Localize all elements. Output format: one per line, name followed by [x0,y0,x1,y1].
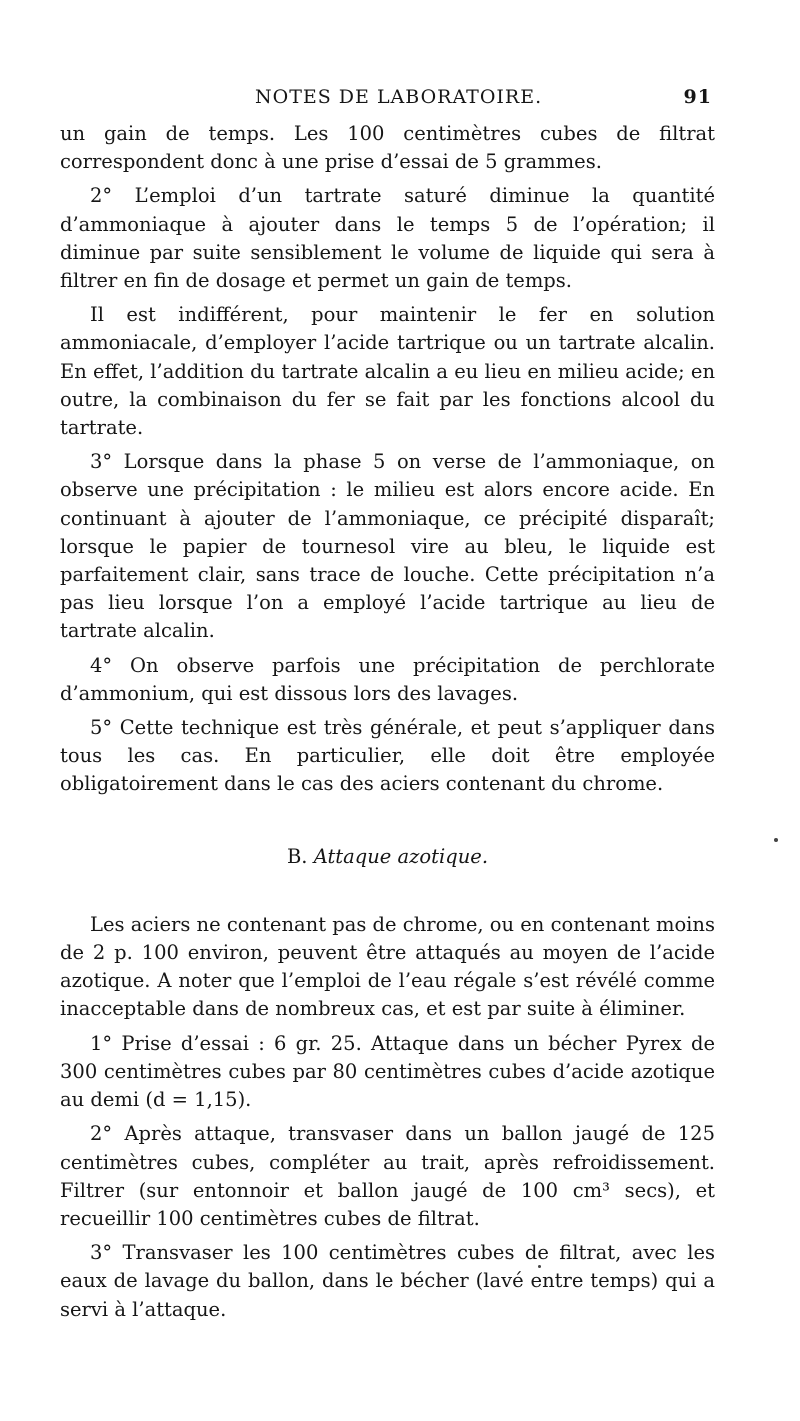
print-speck [774,838,778,842]
section-heading [60,843,715,871]
paragraph: 1° Prise d’essai : 6 gr. 25. Attaque dans un bécher Pyrex de 300 centimètres cubes par 80 centimètres cubes d’acide azotique au demi (d = 1,15). [60,1031,715,1112]
page-number: 91 [683,86,712,108]
paragraph: 2° L’emploi d’un tartrate saturé diminue la quantité d’ammoniaque à ajouter dans le temps 5 de l’opération; il diminue par suite sensiblement le volume de liquide qui sera à filtrer en fin de dosage et permet un gain de temps. [60,184,715,293]
running-title: NOTES DE LABORATOIRE. [255,86,543,108]
paragraph: 3° Lorsque dans la phase 5 on verse de l’ammoniaque, on observe une précipitation : le milieu est alors encore acide. En continuant à ajouter de l’ammoniaque, ce précipité disparaît; lorsque le papier de tournesol vire au bleu, le liquide est parfaitement clair, sans trace de louche. Cette précipitation n’a pas lieu lorsque l’on a employé l’acide tartrique au lieu de tartrate alcalin. [60,450,715,643]
section-title: Attaque azotique. [313,844,489,868]
page-body [60,120,715,1324]
section-letter: B. [286,844,308,868]
paragraph: Il est indifférent, pour maintenir le fer en solution ammoniacale, d’employer l’acide tartrique ou un tartrate alcalin. En effet, l’addition du tartrate alcalin a eu lieu en milieu acide; en outre, la combinaison du fer se fait par les fonctions alcool du tartrate. [60,303,715,440]
paragraph: 3° Transvaser les 100 centimètres cubes de filtrat, avec les eaux de lavage du ballon, dans le bécher (lavé entre temps) qui a servi à l’attaque. [60,1241,715,1321]
paragraph: un gain de temps. Les 100 centimètres cubes de filtrat correspondent donc à une prise d’essai de 5 grammes. [60,122,715,174]
paragraph: 2° Après attaque, transvaser dans un ballon jaugé de 125 centimètres cubes, compléter au trait, après refroidissement. Filtrer (sur entonnoir et ballon jaugé de 100 cm³ secs), et recueillir 100 centimètres cubes de filtrat. [60,1122,715,1230]
paragraph: 4° On observe parfois une précipitation de perchlorate d’ammonium, qui est dissous lors des lavages. [60,653,715,705]
print-speck [538,1265,541,1268]
paragraph: Les aciers ne contenant pas de chrome, ou en contenant moins de 2 p. 100 environ, peuvent être attaqués au moyen de l’acide azotique. A noter que l’emploi de l’eau régale s’est révélé comme inacceptable dans de nombreux cas, et est par suite à éliminer. [60,912,715,1021]
paragraph: 5° Cette technique est très générale, et peut s’appliquer dans tous les cas. En particulier, elle doit être employée obligatoirement dans le cas des aciers contenant du chrome. [60,716,715,796]
page-header [60,86,720,112]
